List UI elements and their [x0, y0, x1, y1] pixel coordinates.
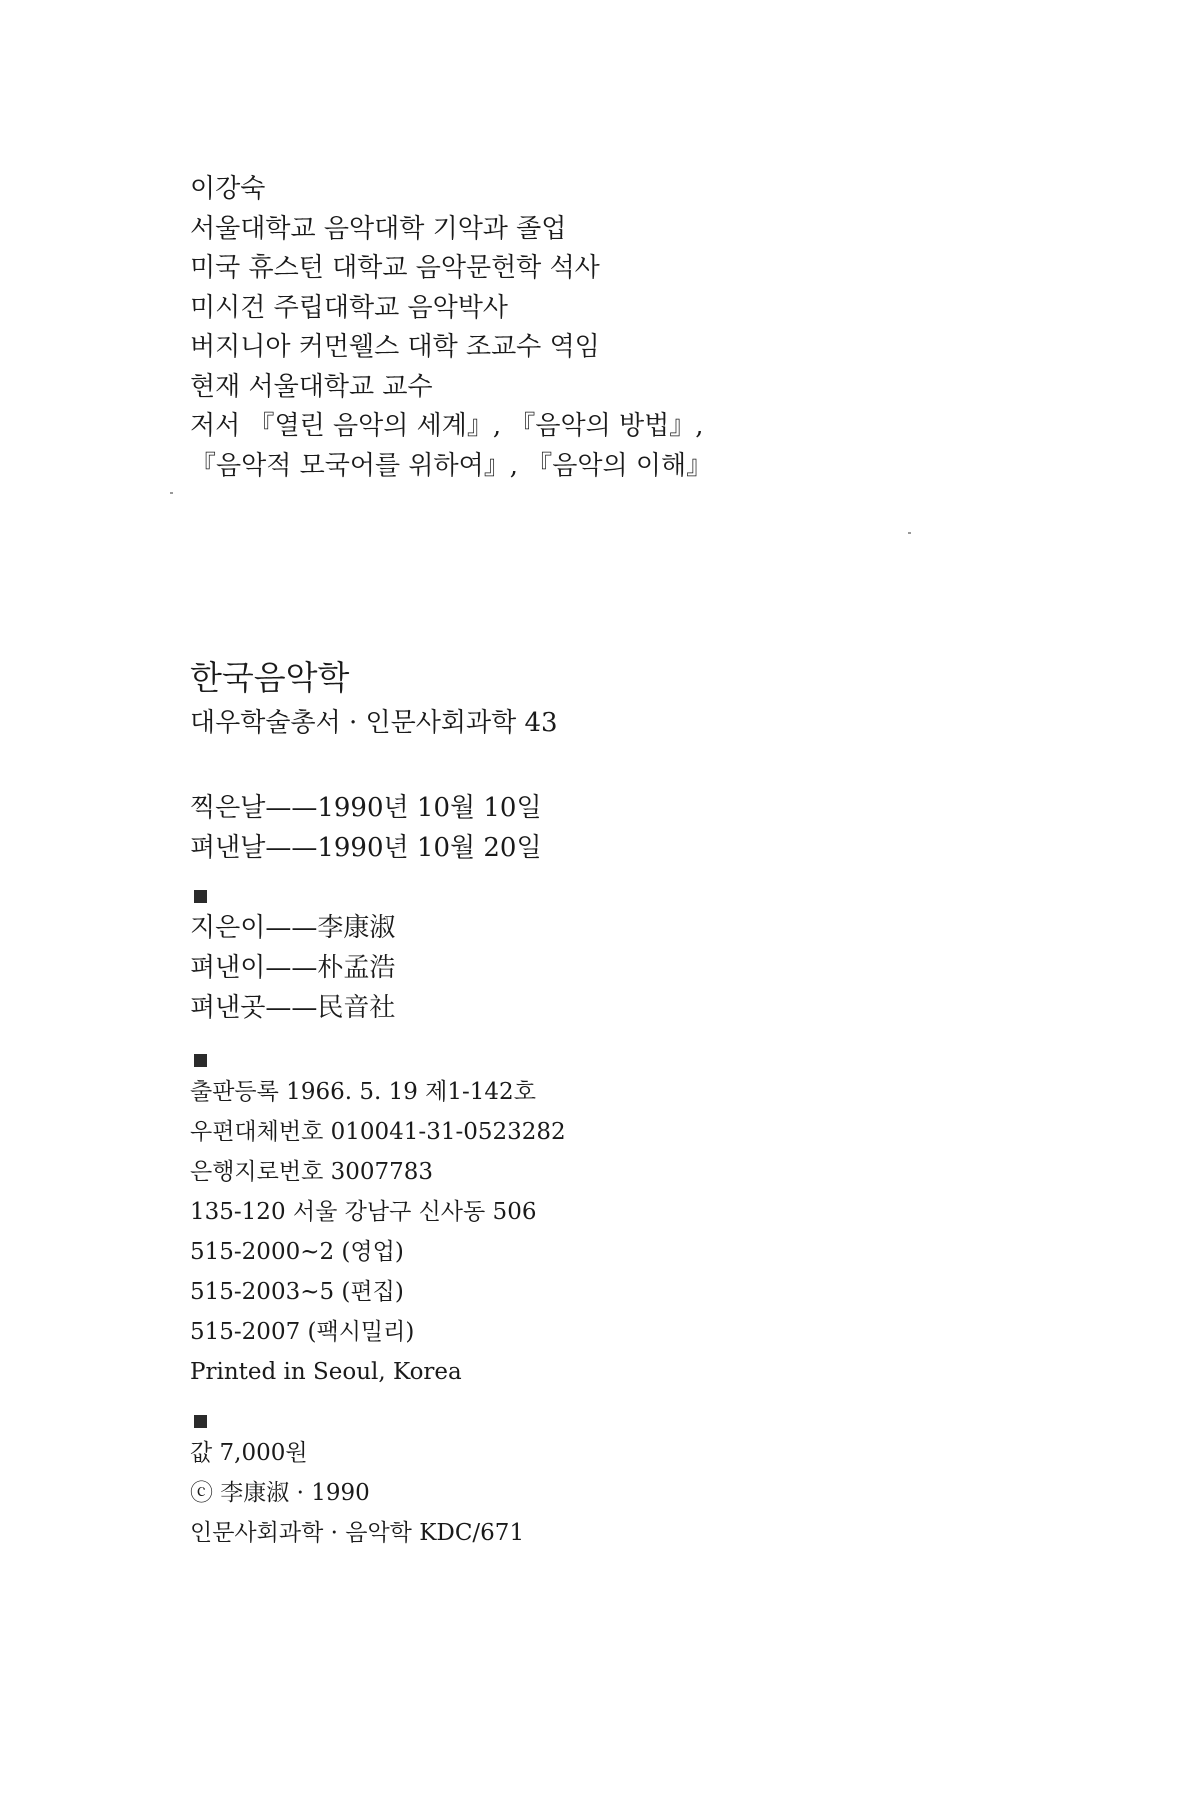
publisher-info: [190, 1072, 566, 1392]
address-line: 135-120 서울 강남구 신사동 506: [190, 1199, 537, 1225]
credits: [190, 908, 395, 1028]
bio-line: 미시건 주립대학교 음악박사: [190, 292, 508, 323]
author-bio: [190, 170, 712, 486]
author-name: 이강숙: [190, 174, 266, 204]
separator-square: [194, 1415, 207, 1428]
bio-line: 미국 휴스턴 대학교 음악문헌학 석사: [190, 253, 600, 283]
book-title: 한국음악학: [190, 658, 350, 697]
author-credit: 지은이——李康淑: [190, 913, 396, 943]
scan-speck: [908, 532, 911, 534]
copyright-line: ⓒ 李康淑 · 1990: [190, 1480, 370, 1506]
scan-speck: [170, 492, 173, 494]
phone-sales-line: 515-2000~2 (영업): [190, 1239, 404, 1265]
postal-transfer-line: 우편대체번호 010041-31-0523282: [190, 1119, 566, 1145]
phone-editorial-line: 515-2003~5 (편집): [190, 1279, 404, 1305]
separator-square: [194, 890, 207, 903]
bank-giro-line: 은행지로번호 3007783: [190, 1159, 434, 1185]
fax-line: 515-2007 (팩시밀리): [190, 1319, 415, 1345]
bio-line: 버지니아 커먼웰스 대학 조교수 역임: [190, 332, 600, 362]
bio-works-line: 『음악적 모국어를 위하여』, 『음악의 이해』: [190, 450, 713, 481]
bio-line: 서울대학교 음악대학 기악과 졸업: [190, 213, 567, 244]
print-dates: [190, 788, 542, 868]
classification-line: 인문사회과학 · 음악학 KDC/671: [190, 1520, 525, 1546]
printed-in-line: Printed in Seoul, Korea: [190, 1359, 462, 1385]
publisher-company-credit: 펴낸곳——民音社: [190, 993, 396, 1023]
bio-line: 현재 서울대학교 교수: [190, 371, 433, 402]
book-series: 대우학술총서 · 인문사회과학 43: [190, 708, 558, 738]
publisher-person-credit: 펴낸이——朴孟浩: [190, 953, 396, 983]
printing-date: 찍은날——1990년 10월 10일: [190, 793, 542, 823]
registration-line: 출판등록 1966. 5. 19 제1-142호: [190, 1079, 536, 1105]
publication-date: 펴낸날——1990년 10월 20일: [190, 833, 542, 863]
price-copyright-block: [190, 1433, 524, 1553]
bio-works-line: 저서 『열린 음악의 세계』, 『음악의 방법』,: [190, 411, 704, 441]
price-line: 값 7,000원: [190, 1440, 308, 1466]
separator-square: [194, 1054, 207, 1067]
